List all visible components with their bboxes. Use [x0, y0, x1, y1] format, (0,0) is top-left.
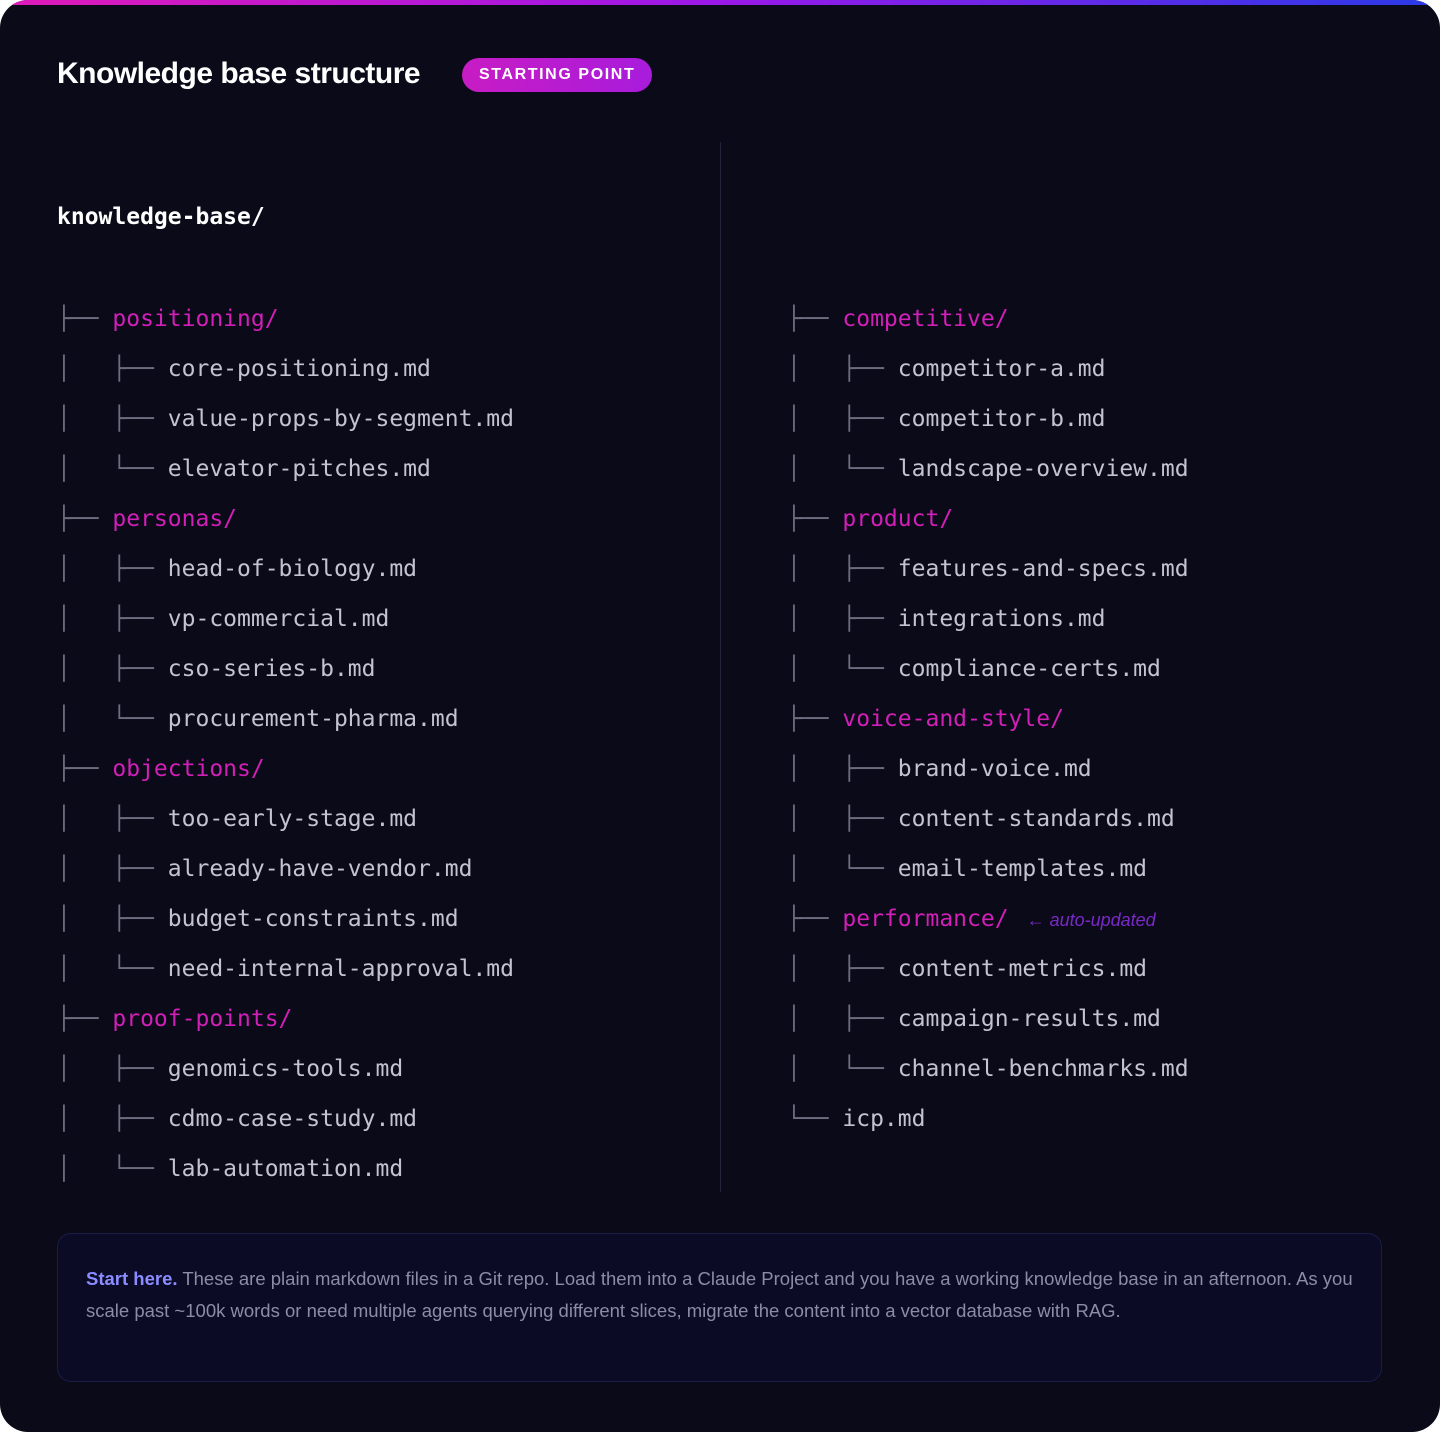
tree-branch-connector: ├──	[787, 906, 843, 932]
tree-branch-connector: │ ├──	[787, 1006, 898, 1032]
tree-right-column	[787, 140, 1189, 1144]
file-name: cdmo-case-study.md	[167, 1106, 418, 1132]
file-name: email-templates.md	[897, 856, 1148, 882]
tree-branch-connector: │ ├──	[57, 806, 168, 832]
tree-row-file[interactable]	[57, 394, 514, 444]
tree-branch-connector: ├──	[787, 706, 843, 732]
tree-branch-connector: │ ├──	[57, 906, 168, 932]
tree-row-file[interactable]	[787, 944, 1189, 994]
tree-row-file[interactable]	[57, 694, 514, 744]
tree-branch-connector: └──	[787, 1106, 843, 1132]
file-name: features-and-specs.md	[897, 556, 1189, 582]
tree-row-file[interactable]	[787, 394, 1189, 444]
folder-name: personas/	[112, 506, 238, 532]
tree-row-file[interactable]	[57, 344, 514, 394]
tree-row-file[interactable]	[787, 644, 1189, 694]
tree-row-folder[interactable]	[57, 994, 514, 1044]
file-name: icp.md	[842, 1106, 926, 1132]
folder-name: competitive/	[842, 306, 1009, 332]
tree-branch-connector: │ ├──	[57, 856, 168, 882]
tree-row-file[interactable]	[57, 644, 514, 694]
tree-branch-connector: │ ├──	[57, 356, 168, 382]
file-name: channel-benchmarks.md	[897, 1056, 1189, 1082]
tree-row-file[interactable]	[787, 994, 1189, 1044]
start-here-callout	[57, 1233, 1382, 1382]
file-name: genomics-tools.md	[167, 1056, 404, 1082]
tree-branch-connector: │ └──	[787, 856, 898, 882]
tree-branch-connector: ├──	[787, 506, 843, 532]
tree-row-file[interactable]	[57, 944, 514, 994]
tree-branch-connector: │ └──	[57, 956, 168, 982]
file-name: content-metrics.md	[897, 956, 1148, 982]
tree-row-folder[interactable]	[57, 744, 514, 794]
folder-name: objections/	[112, 756, 265, 782]
folder-name: positioning/	[112, 306, 279, 332]
tree-row-file[interactable]	[57, 544, 514, 594]
tree-row-folder[interactable]	[787, 894, 1189, 944]
file-name: competitor-a.md	[897, 356, 1106, 382]
file-name: core-positioning.md	[167, 356, 431, 382]
tree-row-file[interactable]	[57, 1094, 514, 1144]
tree-row-folder[interactable]	[787, 694, 1189, 744]
file-name: head-of-biology.md	[167, 556, 418, 582]
file-name: brand-voice.md	[897, 756, 1092, 782]
file-name: competitor-b.md	[897, 406, 1106, 432]
tree-row-file[interactable]	[57, 1144, 514, 1194]
tree-row-file[interactable]	[787, 594, 1189, 644]
folder-name: product/	[842, 506, 954, 532]
tree-branch-connector: │ └──	[57, 456, 168, 482]
file-name: need-internal-approval.md	[167, 956, 514, 982]
tree-branch-connector: ├──	[57, 506, 113, 532]
tree-branch-connector: │ ├──	[57, 606, 168, 632]
tree-row-file[interactable]	[57, 794, 514, 844]
tree-branch-connector: ├──	[57, 756, 113, 782]
tree-branch-connector: │ └──	[787, 656, 898, 682]
tree-branch-connector: ├──	[57, 306, 113, 332]
tree-row-file[interactable]	[57, 894, 514, 944]
callout-lead: Start here.	[86, 1268, 178, 1289]
file-name: already-have-vendor.md	[167, 856, 473, 882]
tree-branch-connector: │ ├──	[787, 956, 898, 982]
tree-branch-connector: ├──	[787, 306, 843, 332]
tree-branch-connector: │ ├──	[57, 556, 168, 582]
file-name: value-props-by-segment.md	[167, 406, 514, 432]
tree-branch-connector: │ ├──	[787, 356, 898, 382]
tree-branch-connector: │ ├──	[787, 556, 898, 582]
file-name: elevator-pitches.md	[167, 456, 431, 482]
tree-branch-connector: │ └──	[787, 456, 898, 482]
starting-point-badge: STARTING POINT	[462, 58, 652, 92]
file-name: compliance-certs.md	[897, 656, 1161, 682]
auto-updated-note: ← auto-updated	[1026, 910, 1156, 930]
column-divider	[720, 142, 721, 1192]
tree-row-folder[interactable]	[57, 494, 514, 544]
tree-branch-connector: │ ├──	[57, 1056, 168, 1082]
file-name: procurement-pharma.md	[167, 706, 459, 732]
tree-row-file[interactable]	[787, 1094, 1189, 1144]
tree-row-file[interactable]	[787, 444, 1189, 494]
tree-spacer	[787, 192, 1189, 242]
file-name: integrations.md	[897, 606, 1106, 632]
tree-row-folder[interactable]	[787, 494, 1189, 544]
file-name: vp-commercial.md	[167, 606, 390, 632]
tree-left-column	[57, 140, 514, 1194]
gradient-top-bar	[0, 0, 1440, 5]
tree-branch-connector: │ ├──	[787, 406, 898, 432]
tree-row-file[interactable]	[787, 844, 1189, 894]
tree-branch-connector: │ ├──	[57, 1106, 168, 1132]
file-name: budget-constraints.md	[167, 906, 459, 932]
folder-name: proof-points/	[112, 1006, 293, 1032]
file-name: too-early-stage.md	[167, 806, 418, 832]
tree-row-file[interactable]	[787, 544, 1189, 594]
tree-row-file[interactable]	[57, 444, 514, 494]
tree-branch-connector: │ ├──	[787, 806, 898, 832]
tree-branch-connector: │ ├──	[787, 606, 898, 632]
file-name: campaign-results.md	[897, 1006, 1161, 1032]
tree-branch-connector: │ ├──	[57, 406, 168, 432]
tree-row-folder[interactable]	[57, 294, 514, 344]
tree-branch-connector: │ ├──	[787, 756, 898, 782]
file-name: lab-automation.md	[167, 1156, 404, 1182]
tree-row-file[interactable]	[787, 794, 1189, 844]
tree-row-file[interactable]	[787, 344, 1189, 394]
tree-branch-connector: │ └──	[57, 706, 168, 732]
tree-row-file[interactable]	[57, 594, 514, 644]
tree-branch-connector: │ ├──	[57, 656, 168, 682]
file-name: content-standards.md	[897, 806, 1175, 832]
file-name: landscape-overview.md	[897, 456, 1189, 482]
tree-branch-connector: │ └──	[57, 1156, 168, 1182]
tree-row-file[interactable]	[787, 1044, 1189, 1094]
folder-name: performance/	[842, 906, 1009, 932]
file-name: cso-series-b.md	[167, 656, 376, 682]
tree-root-label: knowledge-base/	[57, 204, 265, 230]
tree-row-file[interactable]	[787, 744, 1189, 794]
folder-name: voice-and-style/	[842, 706, 1064, 732]
tree-branch-connector: │ └──	[787, 1056, 898, 1082]
tree-branch-connector: ├──	[57, 1006, 113, 1032]
tree-row-folder[interactable]	[787, 294, 1189, 344]
callout-body: These are plain markdown files in a Git repo. Load them into a Claude Project and you have a working knowledge base in an afternoon. As you scale past ~100k words or need multiple agents querying different slices, migrate the content into a vector database with RAG.	[86, 1268, 1353, 1321]
tree-row-file[interactable]	[57, 1044, 514, 1094]
page-title: Knowledge base structure	[57, 57, 421, 90]
tree-row-file[interactable]	[57, 844, 514, 894]
